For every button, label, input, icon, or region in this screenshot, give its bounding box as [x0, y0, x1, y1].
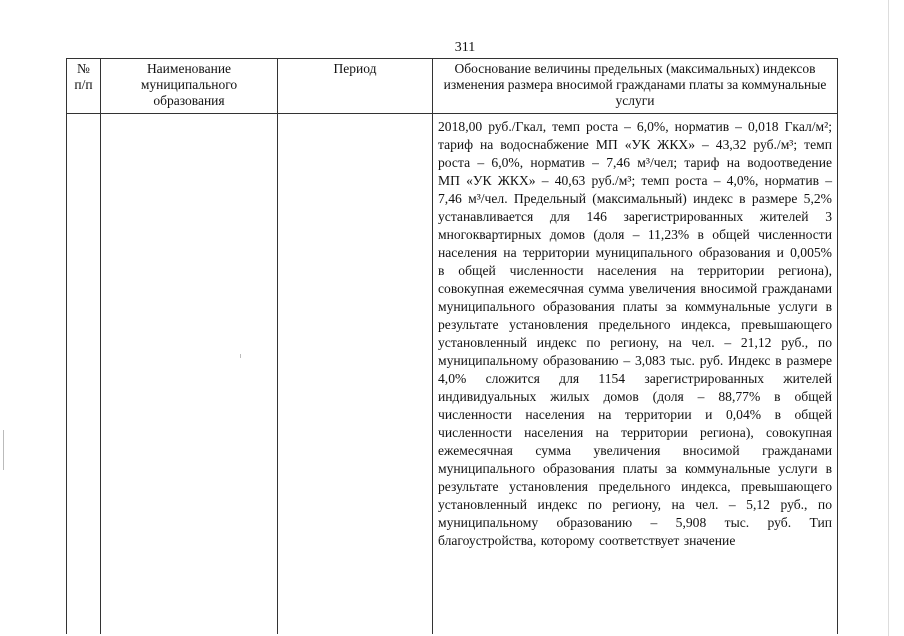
header-period: [278, 59, 433, 114]
header-municipality-name-text: Наименование муниципального образования: [140, 61, 238, 108]
cell-number: [67, 114, 101, 635]
scan-speck: [3, 430, 4, 470]
header-justification-text: Обоснование величины предельных (максимальных) индексов изменения размера вносимой гражданами платы за коммунальные услуги: [443, 61, 827, 108]
cell-justification: [433, 114, 838, 635]
table-row: [67, 114, 838, 635]
header-number: [67, 59, 101, 114]
table-header-row: [67, 59, 838, 114]
justification-text: 2018,00 руб./Гкал, темп роста – 6,0%, норматив – 0,018 Гкал/м²; тариф на водоснабжение МП «УК ЖКХ» – 43,32 руб./м³; темп роста – 6,0%, норматив – 7,46 м³/чел; тариф на водоотведение МП «УК ЖКХ» – 40,63 руб./м³; темп роста – 4,0%, норматив – 7,46 м³/чел. Предельный (максимальный) индекс в размере 5,2% устанавливается для 146 зарегистрированных жителей 3 многоквартирных домов (доля – 11,23% в общей численности населения на территории муниципального образования и 0,005% в общей численности населения на территории региона), совокупная ежемесячная сумма увеличения вносимой гражданами муниципального образования платы за коммунальные услуги в результате установления предельного индекса, превышающего установленный индекс по региону, на чел. – 21,12 руб., по муниципальному образованию – 3,083 тыс. руб. Индекс в размере 4,0% сложится для 1154 зарегистрированных жителей индивидуальных жилых домов (доля – 88,77% в общей численности населения на территории и 0,04% в общей численности населения на территории региона), совокупная ежемесячная сумма увеличения вносимой гражданами муниципального образования платы за коммунальные услуги в результате установления предельного индекса, превышающего установленный индекс по региону, на чел. – 5,12 руб., по муниципальному образованию – 5,908 тыс. руб. Тип благоустройства, которому соответствует значение: [438, 119, 832, 548]
header-municipality-name: [101, 59, 278, 114]
cell-period: [278, 114, 433, 635]
header-period-text: Период: [333, 61, 377, 76]
header-number-text: № п/п: [74, 61, 93, 92]
scan-speck: [888, 0, 889, 636]
page-number: 311: [454, 40, 476, 55]
header-justification: [433, 59, 838, 114]
scan-speck: [240, 354, 241, 358]
justification-table: [66, 58, 838, 634]
cell-municipality-name: [101, 114, 278, 635]
